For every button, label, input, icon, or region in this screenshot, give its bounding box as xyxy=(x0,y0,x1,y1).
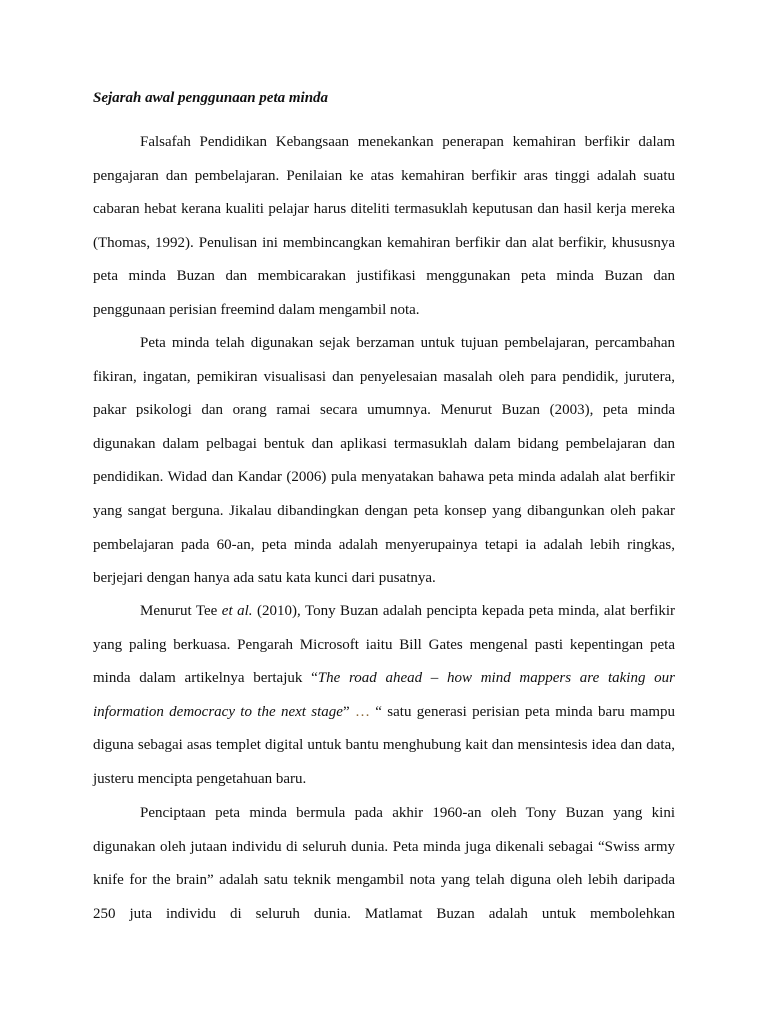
ellipsis-mark: … xyxy=(354,703,370,720)
paragraph xyxy=(93,797,675,931)
paragraph xyxy=(93,126,675,328)
paragraph-text: Falsafah Pendidikan Kebangsaan menekankan penerapan kemahiran berfikir dalam pengajaran dan pembelajaran. Penilaian ke atas kemahiran berfikir aras tinggi adalah suatu cabaran hebat kerana kualiti pelajar harus diteliti termasuklah keputusan dan hasil kerja mereka (Thomas, 1992). Penulisan ini membincangkan kemahiran berfikir dan alat berfikir, khususnya peta minda Buzan dan membicarakan justifikasi menggunakan peta minda Buzan dan penggunaan perisian freemind dalam mengambil nota. xyxy=(93,134,675,318)
closing-quote: ” xyxy=(342,703,350,720)
article-title: The road ahead – how mind mappers are taking our information democracy to the next stage xyxy=(93,670,675,720)
paragraph xyxy=(93,327,675,596)
paragraph-ending: “ satu generasi perisian peta minda baru mampu diguna sebagai asas templet digital untuk bantu menghubung kait dan mensintesis idea dan data, justeru mencipta pengetahuan baru. xyxy=(93,703,676,787)
et-al-citation: et al. xyxy=(221,603,253,619)
paragraph-text: Penciptaan peta minda bermula pada akhir 1960-an oleh Tony Buzan yang kini digunakan oleh jutaan individu di seluruh dunia. Peta minda juga dikenali sebagai “Swiss army knife for the brain” adalah satu teknik mengambil nota yang telah diguna oleh lebih daripada 250 juta individu di seluruh dunia. Matlamat Buzan adalah untuk membolehkan xyxy=(93,805,675,922)
paragraph-text: Peta minda telah digunakan sejak berzaman untuk tujuan pembelajaran, percambahan fikiran, ingatan, pemikiran visualisasi dan penyelesaian masalah oleh para pendidik, jurutera, pakar psikologi dan orang ramai secara umumnya. Menurut Buzan (2003), peta minda digunakan dalam pelbagai bentuk dan aplikasi termasuklah dalam bidang pembelajaran dan pendidikan. Widad dan Kandar (2006) pula menyatakan bahawa peta minda adalah alat berfikir yang sangat berguna. Jikalau dibandingkan dengan peta konsep yang dibangunkan oleh pakar pembelajaran pada 60-an, peta minda adalah menyerupainya tetapi ia adalah lebih ringkas, berjejari dengan hanya ada satu kata kunci dari pusatnya. xyxy=(93,335,675,587)
paragraph-text: (2010), Tony Buzan adalah pencipta kepada peta minda, alat berfikir yang paling berkuasa. Pengarah Microsoft iaitu Bill Gates mengenal pasti kepentingan peta minda dalam artikelnya bertajuk “ xyxy=(93,603,676,687)
section-heading: Sejarah awal penggunaan peta minda xyxy=(93,90,329,106)
paragraph xyxy=(93,595,675,797)
paragraph-intro: Menurut Tee xyxy=(140,603,218,619)
